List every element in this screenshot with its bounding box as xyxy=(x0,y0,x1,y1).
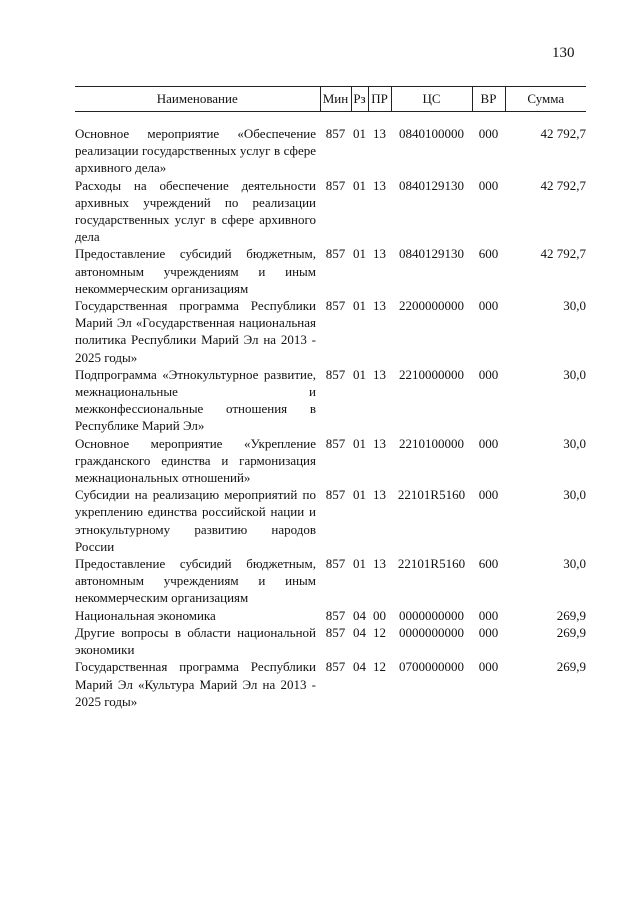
cell-min: 857 xyxy=(325,624,346,640)
cell-name: Субсидии на реализацию мероприятий по укреплению единства российской нации и этнокультурному развитию народов России xyxy=(75,487,316,554)
cell-name: Основное мероприятие «Укрепление гражданского единства и гармонизация межнациональных отношений» xyxy=(75,435,316,486)
cell-sum: 269,9 xyxy=(556,624,586,640)
header-cs: ЦС xyxy=(391,87,472,112)
cell-vr: 000 xyxy=(478,607,499,623)
cell-min: 857 xyxy=(325,298,346,314)
cell-pr: 13 xyxy=(373,487,386,503)
cell-vr: 600 xyxy=(478,556,499,572)
cell-sum: 30,0 xyxy=(563,298,586,314)
cell-name: Основное мероприятие «Обеспечение реализации государственных услуг в сфере архивного дела» xyxy=(75,126,316,176)
cell-sum: 42 792,7 xyxy=(540,126,586,141)
cell-sum: 30,0 xyxy=(563,487,586,503)
table-row xyxy=(75,125,586,177)
cell-sum: 269,9 xyxy=(556,659,586,675)
header-sum: Сумма xyxy=(505,87,586,112)
cell-rz: 01 xyxy=(353,487,366,503)
table-row xyxy=(75,297,586,366)
cell-pr: 13 xyxy=(373,298,386,314)
cell-pr: 00 xyxy=(373,607,386,623)
cell-name: Государственная программа Республики Марий Эл «Государственная национальная политика Республики Марий Эл на 2013 - 2025 годы» xyxy=(75,298,316,365)
cell-rz: 01 xyxy=(353,556,366,572)
cell-cs: 0000000000 xyxy=(399,607,464,623)
cell-sum: 30,0 xyxy=(563,366,586,382)
cell-vr: 000 xyxy=(478,366,499,382)
table-header-row xyxy=(75,87,586,112)
table-row xyxy=(75,435,586,487)
cell-vr: 000 xyxy=(478,177,499,193)
header-name: Наименование xyxy=(75,87,320,112)
cell-sum: 269,9 xyxy=(556,607,586,623)
budget-table xyxy=(75,86,586,710)
cell-vr: 600 xyxy=(478,246,499,262)
cell-name: Предоставление субсидий бюджетным, автономным учреждениям и иным некоммерческим организациям xyxy=(75,556,316,606)
header-spacer xyxy=(75,112,586,126)
table-row xyxy=(75,555,586,607)
cell-min: 857 xyxy=(325,435,346,451)
header-pr: ПР xyxy=(368,87,391,112)
table-row xyxy=(75,658,586,710)
cell-rz: 01 xyxy=(353,366,366,382)
header-vr: ВР xyxy=(472,87,505,112)
cell-pr: 13 xyxy=(373,556,386,572)
cell-min: 857 xyxy=(325,556,346,572)
cell-sum: 42 792,7 xyxy=(540,246,586,262)
cell-min: 857 xyxy=(325,246,346,262)
table-row xyxy=(75,607,586,624)
cell-cs: 22101R5160 xyxy=(397,487,466,503)
cell-cs: 2200000000 xyxy=(399,298,464,314)
cell-rz: 01 xyxy=(353,177,366,193)
cell-rz: 04 xyxy=(353,659,366,675)
cell-sum: 30,0 xyxy=(563,556,586,572)
table-row xyxy=(75,177,586,246)
page-number: 130 xyxy=(552,45,575,61)
cell-min: 857 xyxy=(325,659,346,675)
cell-name: Расходы на обеспечение деятельности архивных учреждений по реализации государственных услуг в сфере архивного дела xyxy=(75,177,316,245)
cell-vr: 000 xyxy=(478,487,499,503)
cell-cs: 0840129130 xyxy=(399,246,464,262)
table-row xyxy=(75,366,586,435)
header-min: Мин xyxy=(320,87,351,112)
cell-pr: 13 xyxy=(373,126,386,141)
cell-name: Другие вопросы в области национальной экономики xyxy=(75,624,316,658)
cell-rz: 01 xyxy=(353,435,366,451)
cell-pr: 13 xyxy=(373,366,386,382)
cell-cs: 2210100000 xyxy=(399,435,464,451)
cell-rz: 01 xyxy=(353,298,366,314)
cell-min: 857 xyxy=(325,487,346,503)
cell-sum: 42 792,7 xyxy=(540,177,586,193)
cell-vr: 000 xyxy=(478,435,499,451)
cell-min: 857 xyxy=(325,366,346,382)
cell-cs: 0000000000 xyxy=(399,624,464,640)
cell-rz: 01 xyxy=(353,126,366,141)
cell-cs: 2210000000 xyxy=(399,366,464,382)
cell-vr: 000 xyxy=(478,298,499,314)
cell-rz: 04 xyxy=(353,607,366,623)
cell-sum: 30,0 xyxy=(563,435,586,451)
table-row xyxy=(75,624,586,658)
cell-vr: 000 xyxy=(478,659,499,675)
header-rz: Рз xyxy=(351,87,368,112)
cell-vr: 000 xyxy=(478,624,499,640)
cell-rz: 04 xyxy=(353,624,366,640)
cell-min: 857 xyxy=(325,607,346,623)
table-row xyxy=(75,486,586,555)
cell-pr: 12 xyxy=(373,624,386,640)
cell-name: Подпрограмма «Этнокультурное развитие, межнациональные и межконфессиональные отношения в Республике Марий Эл» xyxy=(75,366,316,434)
cell-name: Национальная экономика xyxy=(75,607,216,623)
cell-rz: 01 xyxy=(353,246,366,262)
cell-cs: 0840100000 xyxy=(399,126,464,141)
cell-name: Предоставление субсидий бюджетным, автономным учреждениям и иным некоммерческим организациям xyxy=(75,246,316,296)
cell-cs: 0840129130 xyxy=(399,177,464,193)
cell-pr: 12 xyxy=(373,659,386,675)
cell-name: Государственная программа Республики Марий Эл «Культура Марий Эл на 2013 - 2025 годы» xyxy=(75,659,316,709)
cell-cs: 0700000000 xyxy=(399,659,464,675)
table-row xyxy=(75,245,586,297)
cell-min: 857 xyxy=(325,177,346,193)
cell-cs: 22101R5160 xyxy=(397,556,466,572)
cell-pr: 13 xyxy=(373,177,386,193)
cell-min: 857 xyxy=(325,126,346,141)
cell-vr: 000 xyxy=(478,126,499,141)
cell-pr: 13 xyxy=(373,435,386,451)
cell-pr: 13 xyxy=(373,246,386,262)
